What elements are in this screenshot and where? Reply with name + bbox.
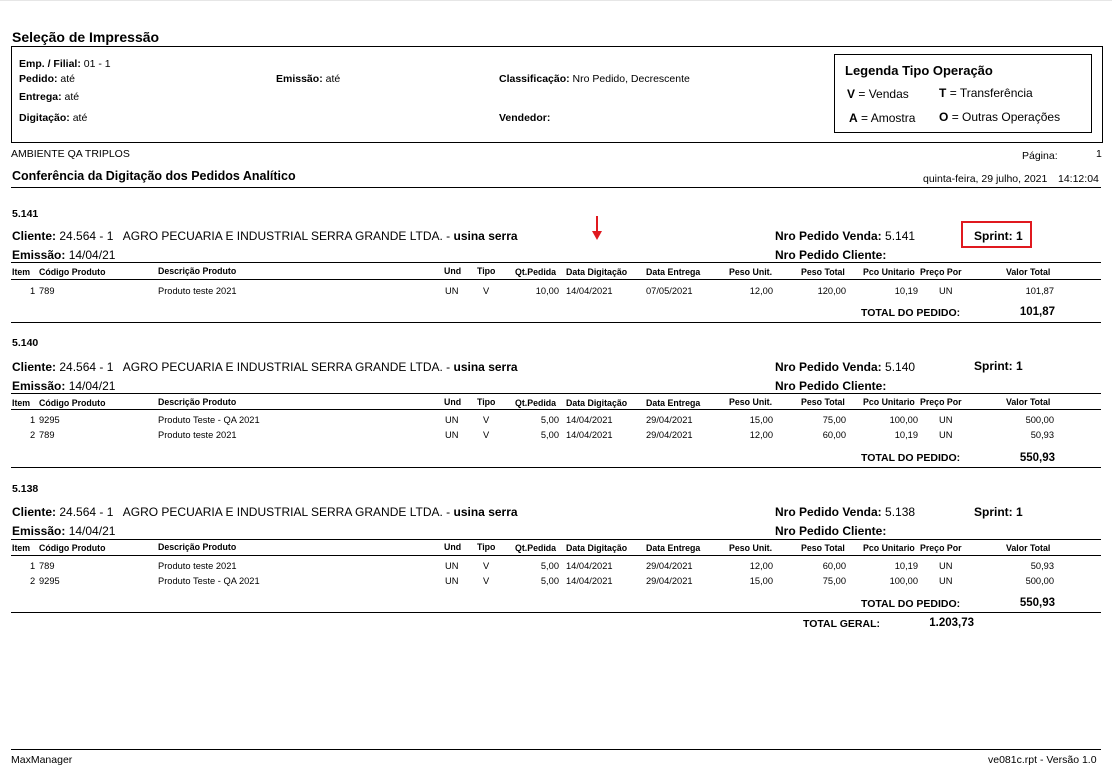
emissao-filter: Emissão: até — [276, 73, 341, 85]
vendedor-filter: Vendedor: — [499, 112, 551, 124]
order-total-label: TOTAL DO PEDIDO: — [861, 598, 961, 610]
order-nro-venda: Nro Pedido Venda: 5.141 — [775, 229, 916, 243]
cell-qt: 5,00 — [540, 576, 559, 586]
col-tipo: Tipo — [477, 542, 496, 552]
cell-pco-unit: 10,19 — [894, 286, 918, 296]
cell-codigo: 789 — [39, 286, 55, 296]
cell-valor-total: 500,00 — [1025, 415, 1054, 425]
cell-item: 1 — [30, 561, 36, 571]
col-valor-total: Valor Total — [1006, 267, 1051, 277]
order-number: 5.138 — [12, 483, 39, 495]
col-pco-unit: Pco Unitario — [863, 543, 915, 553]
legend-amostra: A = Amostra — [849, 111, 916, 125]
cell-peso-unit: 15,00 — [749, 415, 773, 425]
col-data-dig: Data Digitação — [566, 543, 628, 553]
cell-qt: 5,00 — [540, 561, 559, 571]
col-peso-total: Peso Total — [801, 267, 845, 277]
cell-codigo: 9295 — [39, 576, 60, 586]
cell-data-ent: 29/04/2021 — [646, 561, 693, 571]
order-rule — [11, 262, 1101, 263]
entrega-filter: Entrega: até — [19, 91, 80, 103]
cell-tipo: V — [483, 561, 490, 571]
cell-und: UN — [445, 576, 459, 586]
cell-peso-unit: 15,00 — [749, 576, 773, 586]
col-pco-unit: Pco Unitario — [863, 267, 915, 277]
col-qt: Qt.Pedida — [515, 398, 557, 408]
cell-peso-unit: 12,00 — [749, 561, 773, 571]
col-data-ent: Data Entrega — [646, 267, 701, 277]
col-peso-unit: Peso Unit. — [729, 267, 773, 277]
legend-title: Legenda Tipo Operação — [845, 63, 993, 78]
col-qt: Qt.Pedida — [515, 267, 557, 277]
col-preco-por: Preço Por — [920, 543, 962, 553]
col-descricao: Descrição Produto — [158, 266, 237, 276]
cell-peso-total: 60,00 — [822, 430, 846, 440]
col-und: Und — [444, 397, 462, 407]
order-rule — [11, 539, 1101, 540]
order-end-rule — [11, 467, 1101, 468]
col-descricao: Descrição Produto — [158, 397, 237, 407]
order-total-label: TOTAL DO PEDIDO: — [861, 452, 961, 464]
col-pco-unit: Pco Unitario — [863, 397, 915, 407]
cell-codigo: 789 — [39, 430, 55, 440]
cell-codigo: 9295 — [39, 415, 60, 425]
col-und: Und — [444, 542, 462, 552]
order-end-rule — [11, 322, 1101, 323]
order-sprint: Sprint: 1 — [974, 229, 1023, 243]
cell-data-dig: 14/04/2021 — [566, 415, 613, 425]
cell-data-dig: 14/04/2021 — [566, 576, 613, 586]
cell-item: 1 — [30, 286, 36, 296]
cell-pco-unit: 100,00 — [889, 576, 918, 586]
order-emissao: Emissão: 14/04/21 — [12, 524, 116, 538]
footer-rule — [11, 749, 1101, 750]
cell-preco-por: UN — [939, 415, 953, 425]
col-peso-total: Peso Total — [801, 397, 845, 407]
cell-data-ent: 29/04/2021 — [646, 576, 693, 586]
order-end-rule — [11, 612, 1101, 613]
cell-descricao: Produto teste 2021 — [158, 286, 237, 296]
order-nro-venda: Nro Pedido Venda: 5.138 — [775, 505, 916, 519]
report-time: 14:12:04 — [1058, 173, 1099, 185]
cell-valor-total: 50,93 — [1030, 561, 1054, 571]
cell-pco-unit: 10,19 — [894, 430, 918, 440]
report-subtitle: Conferência da Digitação dos Pedidos Analítico — [12, 169, 296, 183]
order-total-label: TOTAL DO PEDIDO: — [861, 307, 961, 319]
environment-label: AMBIENTE QA TRIPLOS — [11, 148, 130, 160]
report-date: quinta-feira, 29 julho, 2021 — [923, 173, 1048, 185]
header-rule — [11, 555, 1101, 556]
pedido-filter: Pedido: até — [19, 73, 76, 85]
cell-data-ent: 29/04/2021 — [646, 415, 693, 425]
digitacao-filter: Digitação: até — [19, 112, 88, 124]
cell-pco-unit: 10,19 — [894, 561, 918, 571]
page-label: Página: — [1022, 150, 1058, 162]
cell-tipo: V — [483, 286, 490, 296]
col-data-dig: Data Digitação — [566, 398, 628, 408]
cell-preco-por: UN — [939, 430, 953, 440]
cell-und: UN — [445, 415, 459, 425]
col-preco-por: Preço Por — [920, 397, 962, 407]
col-item: Item — [12, 267, 31, 277]
cell-und: UN — [445, 561, 459, 571]
col-preco-por: Preço Por — [920, 267, 962, 277]
col-item: Item — [12, 398, 31, 408]
cell-codigo: 789 — [39, 561, 55, 571]
header-rule — [11, 279, 1101, 280]
cell-descricao: Produto Teste - QA 2021 — [158, 415, 260, 425]
header-rule — [11, 409, 1101, 410]
order-nro-cliente: Nro Pedido Cliente: — [775, 524, 887, 538]
cell-data-dig: 14/04/2021 — [566, 430, 613, 440]
cell-qt: 10,00 — [535, 286, 559, 296]
page-top-border — [0, 0, 1112, 1]
cell-und: UN — [445, 286, 459, 296]
order-client: Cliente: 24.564 - 1 AGRO PECUARIA E INDUSTRIAL SERRA GRANDE LTDA. - usina serra — [12, 229, 518, 243]
cell-peso-total: 60,00 — [822, 561, 846, 571]
grand-total-label: TOTAL GERAL: — [803, 618, 880, 630]
cell-item: 1 — [30, 415, 36, 425]
col-und: Und — [444, 266, 462, 276]
order-sprint: Sprint: 1 — [974, 505, 1023, 519]
col-valor-total: Valor Total — [1006, 543, 1051, 553]
col-codigo: Código Produto — [39, 267, 106, 277]
red-arrow-icon — [590, 215, 604, 241]
cell-data-ent: 29/04/2021 — [646, 430, 693, 440]
report-title: Seleção de Impressão — [12, 29, 160, 45]
col-qt: Qt.Pedida — [515, 543, 557, 553]
page-number: 1 — [1096, 148, 1102, 160]
col-tipo: Tipo — [477, 266, 496, 276]
cell-preco-por: UN — [939, 286, 953, 296]
grand-total-value: 1.203,73 — [929, 617, 974, 629]
order-emissao: Emissão: 14/04/21 — [12, 379, 116, 393]
cell-item: 2 — [30, 430, 36, 440]
order-sprint: Sprint: 1 — [974, 359, 1023, 373]
col-valor-total: Valor Total — [1006, 397, 1051, 407]
col-codigo: Código Produto — [39, 543, 106, 553]
col-data-ent: Data Entrega — [646, 543, 701, 553]
order-total-value: 550,93 — [1019, 597, 1055, 609]
order-client: Cliente: 24.564 - 1 AGRO PECUARIA E INDUSTRIAL SERRA GRANDE LTDA. - usina serra — [12, 360, 518, 374]
cell-tipo: V — [483, 576, 490, 586]
col-tipo: Tipo — [477, 397, 496, 407]
cell-item: 2 — [30, 576, 36, 586]
cell-valor-total: 50,93 — [1030, 430, 1054, 440]
footer-app-name: MaxManager — [11, 754, 73, 766]
classificacao-filter: Classificação: Nro Pedido, Decrescente — [499, 73, 690, 85]
legend-transferencia: T = Transferência — [939, 86, 1033, 100]
cell-peso-unit: 12,00 — [749, 430, 773, 440]
cell-descricao: Produto teste 2021 — [158, 430, 237, 440]
cell-preco-por: UN — [939, 576, 953, 586]
cell-tipo: V — [483, 415, 490, 425]
cell-peso-total: 75,00 — [822, 415, 846, 425]
col-peso-total: Peso Total — [801, 543, 845, 553]
cell-peso-total: 120,00 — [817, 286, 846, 296]
order-total-value: 550,93 — [1019, 452, 1055, 464]
cell-preco-por: UN — [939, 561, 953, 571]
cell-valor-total: 500,00 — [1025, 576, 1054, 586]
emp-filial: Emp. / Filial: 01 - 1 — [19, 58, 111, 70]
order-nro-venda: Nro Pedido Venda: 5.140 — [775, 360, 916, 374]
order-nro-cliente: Nro Pedido Cliente: — [775, 379, 887, 393]
order-number: 5.140 — [12, 337, 39, 349]
order-nro-cliente: Nro Pedido Cliente: — [775, 248, 887, 262]
cell-und: UN — [445, 430, 459, 440]
col-descricao: Descrição Produto — [158, 542, 237, 552]
order-total-value: 101,87 — [1019, 306, 1055, 318]
order-number: 5.141 — [12, 208, 39, 220]
cell-descricao: Produto Teste - QA 2021 — [158, 576, 260, 586]
cell-peso-unit: 12,00 — [749, 286, 773, 296]
legend-outras: O = Outras Operações — [939, 110, 1061, 124]
cell-peso-total: 75,00 — [822, 576, 846, 586]
col-item: Item — [12, 543, 31, 553]
footer-version: ve081c.rpt - Versão 1.0 — [988, 754, 1097, 766]
cell-data-dig: 14/04/2021 — [566, 561, 613, 571]
order-rule — [11, 393, 1101, 394]
order-client: Cliente: 24.564 - 1 AGRO PECUARIA E INDUSTRIAL SERRA GRANDE LTDA. - usina serra — [12, 505, 518, 519]
cell-qt: 5,00 — [540, 430, 559, 440]
cell-tipo: V — [483, 430, 490, 440]
col-peso-unit: Peso Unit. — [729, 543, 773, 553]
cell-data-dig: 14/04/2021 — [566, 286, 613, 296]
cell-data-ent: 07/05/2021 — [646, 286, 693, 296]
legend-vendas: V = Vendas — [847, 87, 909, 101]
col-peso-unit: Peso Unit. — [729, 397, 773, 407]
col-data-dig: Data Digitação — [566, 267, 628, 277]
cell-valor-total: 101,87 — [1025, 286, 1054, 296]
cell-pco-unit: 100,00 — [889, 415, 918, 425]
cell-descricao: Produto teste 2021 — [158, 561, 237, 571]
col-codigo: Código Produto — [39, 398, 106, 408]
col-data-ent: Data Entrega — [646, 398, 701, 408]
order-emissao: Emissão: 14/04/21 — [12, 248, 116, 262]
subtitle-rule — [11, 187, 1101, 188]
cell-qt: 5,00 — [540, 415, 559, 425]
